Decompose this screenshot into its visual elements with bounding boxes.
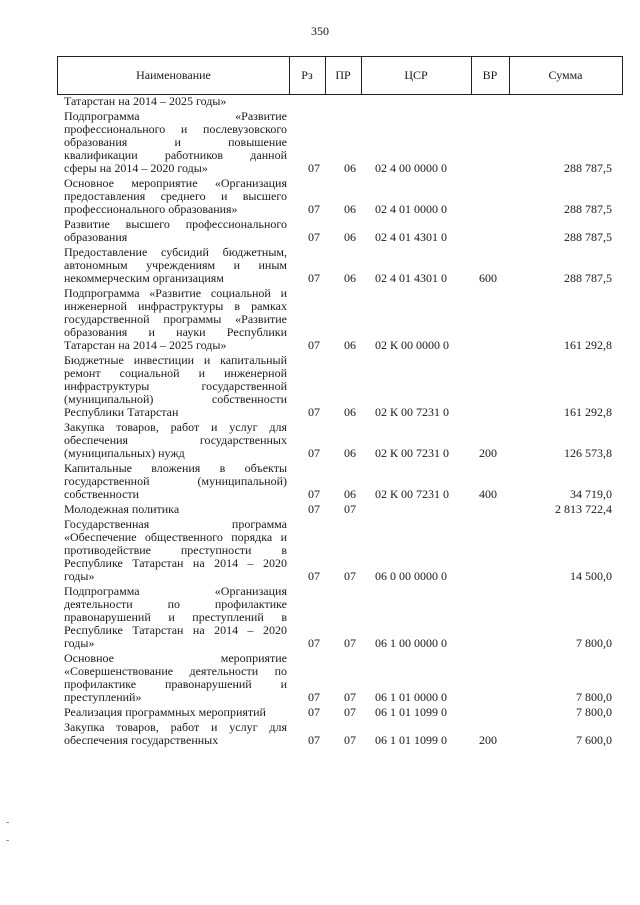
- row-rz: 07: [308, 161, 320, 175]
- row-vr: [475, 637, 501, 650]
- row-name: [64, 721, 287, 747]
- row-vr: [475, 406, 501, 419]
- row-vr: 200: [479, 446, 497, 460]
- row-rz: 07: [308, 202, 320, 216]
- row-csr: [375, 95, 465, 108]
- row-pr: 06: [344, 446, 356, 460]
- row-pr: 07: [344, 636, 356, 650]
- row-csr: 02 К 00 7231 0: [375, 446, 450, 460]
- row-name-line: Бюджетные инвестиции и капитальный: [64, 353, 287, 367]
- row-name: [64, 246, 287, 285]
- row-pr: 07: [344, 690, 356, 704]
- row-name: [64, 110, 287, 175]
- header-pr: ПР: [325, 57, 362, 94]
- header-vr: ВР: [471, 57, 510, 94]
- row-vr: [475, 339, 501, 352]
- table-row: [0, 218, 640, 244]
- row-rz: 07: [308, 636, 320, 650]
- row-name-line: «Обеспечение общественного порядка и: [64, 530, 287, 544]
- table-row: [0, 246, 640, 285]
- row-sum: 288 787,5: [564, 271, 612, 285]
- row-name-line: Молодежная политика: [64, 502, 180, 516]
- row-vr: 400: [479, 487, 497, 501]
- row-csr: [375, 503, 465, 516]
- row-name: [64, 462, 287, 501]
- row-name-line: профессионального образования»: [64, 202, 238, 216]
- row-vr: [475, 706, 501, 719]
- table-row: [0, 354, 640, 419]
- row-vr: [475, 203, 501, 216]
- row-name-line: годы»: [64, 636, 95, 650]
- table-header: [57, 56, 623, 95]
- row-name-line: государственной (муниципальной): [64, 474, 287, 488]
- row-vr: [475, 570, 501, 583]
- row-name-line: образования: [64, 230, 128, 244]
- row-name-line: Предоставление субсидий бюджетным,: [64, 245, 287, 259]
- row-name-line: Республики Татарстан: [64, 405, 179, 419]
- row-name: [64, 585, 287, 650]
- row-name-line: образования и науки Республики: [64, 325, 287, 339]
- row-vr: [475, 162, 501, 175]
- row-name: [64, 503, 287, 516]
- row-pr: 07: [344, 733, 356, 747]
- row-rz: 07: [308, 733, 320, 747]
- table-row: [0, 421, 640, 460]
- row-sum: 161 292,8: [564, 338, 612, 352]
- row-vr: [475, 231, 501, 244]
- row-sum: 7 800,0: [576, 636, 612, 650]
- row-sum: 288 787,5: [564, 202, 612, 216]
- row-sum: [520, 95, 612, 108]
- table-row: [0, 462, 640, 501]
- table-row: [0, 518, 640, 583]
- table-row: [0, 721, 640, 747]
- row-sum: 7 800,0: [576, 705, 612, 719]
- row-name-line: Закупка товаров, работ и услуг для: [64, 420, 287, 434]
- table-row: [0, 652, 640, 704]
- row-name-line: Подпрограмма «Организация: [64, 584, 287, 598]
- row-rz: 07: [308, 487, 320, 501]
- row-sum: 161 292,8: [564, 405, 612, 419]
- row-sum: 2 813 722,4: [555, 502, 612, 516]
- row-name-line: Государственная программа: [64, 517, 287, 531]
- row-pr: 06: [344, 161, 356, 175]
- row-pr: 06: [344, 202, 356, 216]
- row-name: [64, 354, 287, 419]
- row-name-line: преступлений»: [64, 690, 142, 704]
- row-name: [64, 287, 287, 352]
- row-sum: 14 500,0: [570, 569, 612, 583]
- row-name-line: Подпрограмма «Развитие социальной и: [64, 286, 287, 300]
- scan-mark: [6, 840, 9, 841]
- row-name: [64, 95, 287, 108]
- row-name-line: профессионального и послевузовского: [64, 122, 287, 136]
- row-rz: 07: [308, 690, 320, 704]
- row-name-line: государственной программы «Развитие: [64, 312, 287, 326]
- row-vr: 200: [479, 733, 497, 747]
- row-vr: [475, 95, 501, 108]
- table-row: [0, 585, 640, 650]
- row-pr: 07: [344, 705, 356, 719]
- scan-mark: [6, 822, 9, 823]
- header-rz: Рз: [289, 57, 326, 94]
- row-rz: 07: [308, 502, 320, 516]
- header-name: Наименование: [58, 57, 290, 94]
- table-row: [0, 177, 640, 216]
- row-name-line: некоммерческим организациям: [64, 271, 224, 285]
- row-name-line: квалификации работников данной: [64, 148, 287, 162]
- row-name-line: Татарстан на 2014 – 2025 годы»: [64, 94, 227, 108]
- row-csr: 02 4 01 4301 0: [375, 271, 447, 285]
- table-row: [0, 110, 640, 175]
- row-csr: 06 1 01 0000 0: [375, 690, 447, 704]
- row-pr: 07: [344, 569, 356, 583]
- row-sum: 288 787,5: [564, 230, 612, 244]
- row-name-line: автономным учреждениям и иным: [64, 258, 287, 272]
- row-name: [64, 177, 287, 216]
- row-rz: [303, 95, 325, 108]
- row-name-line: обеспечения государственных: [64, 433, 287, 447]
- row-name-line: инфраструктуры государственной: [64, 379, 287, 393]
- row-sum: 7 800,0: [576, 690, 612, 704]
- row-name-line: Закупка товаров, работ и услуг для: [64, 720, 287, 734]
- row-csr: 06 1 00 0000 0: [375, 636, 447, 650]
- row-rz: 07: [308, 338, 320, 352]
- row-name-line: Капитальные вложения в объекты: [64, 461, 287, 475]
- row-pr: 06: [344, 405, 356, 419]
- row-name-line: профилактике правонарушений и: [64, 677, 287, 691]
- row-rz: 07: [308, 405, 320, 419]
- row-name-line: обеспечения государственных: [64, 733, 219, 747]
- row-rz: 07: [308, 230, 320, 244]
- row-name-line: предоставления среднего и высшего: [64, 189, 287, 203]
- row-name-line: годы»: [64, 569, 95, 583]
- header-csr: ЦСР: [361, 57, 472, 94]
- row-name-line: деятельности по профилактике: [64, 597, 287, 611]
- row-name-line: Развитие высшего профессионального: [64, 217, 287, 231]
- row-name-line: Республике Татарстан на 2014 – 2020: [64, 556, 287, 570]
- row-name: [64, 218, 287, 244]
- row-name-line: (муниципальных) нужд: [64, 446, 185, 460]
- row-name-line: сферы на 2014 – 2020 годы»: [64, 161, 208, 175]
- row-csr: 06 1 01 1099 0: [375, 705, 447, 719]
- table-row: [0, 287, 640, 352]
- row-vr: 600: [479, 271, 497, 285]
- row-name-line: (муниципальной) собственности: [64, 392, 287, 406]
- row-rz: 07: [308, 271, 320, 285]
- row-name-line: «Совершенствование деятельности по: [64, 664, 287, 678]
- row-sum: 7 600,0: [576, 733, 612, 747]
- row-rz: 07: [308, 446, 320, 460]
- row-name-line: Реализация программных мероприятий: [64, 705, 266, 719]
- row-rz: 07: [308, 569, 320, 583]
- row-name: [64, 421, 287, 460]
- row-name-line: Подпрограмма «Развитие: [64, 109, 287, 123]
- row-csr: 06 1 01 1099 0: [375, 733, 447, 747]
- row-pr: 06: [344, 230, 356, 244]
- row-name-line: инженерной инфраструктуры в рамках: [64, 299, 287, 313]
- row-csr: 02 4 00 0000 0: [375, 161, 447, 175]
- row-name: [64, 652, 287, 704]
- row-csr: 02 4 01 4301 0: [375, 230, 447, 244]
- row-name: [64, 706, 287, 719]
- row-name-line: Основное мероприятие «Организация: [64, 176, 287, 190]
- row-csr: 02 К 00 7231 0: [375, 405, 450, 419]
- row-pr: 06: [344, 271, 356, 285]
- row-name-line: Республике Татарстан на 2014 – 2020: [64, 623, 287, 637]
- table-row: [0, 503, 640, 516]
- row-sum: 34 719,0: [570, 487, 612, 501]
- row-csr: 06 0 00 0000 0: [375, 569, 447, 583]
- row-vr: [475, 503, 501, 516]
- row-name-line: Татарстан на 2014 – 2025 годы»: [64, 338, 227, 352]
- row-pr: 07: [344, 502, 356, 516]
- row-name-line: противодействие преступности в: [64, 543, 287, 557]
- row-csr: 02 К 00 7231 0: [375, 487, 450, 501]
- row-pr: [339, 95, 361, 108]
- row-name: [64, 518, 287, 583]
- row-name-line: собственности: [64, 487, 140, 501]
- row-vr: [475, 691, 501, 704]
- row-csr: 02 4 01 0000 0: [375, 202, 447, 216]
- header-sum: Сумма: [548, 68, 583, 82]
- row-sum: 288 787,5: [564, 161, 612, 175]
- row-name-line: образования и повышение: [64, 135, 287, 149]
- table-body: [0, 95, 640, 835]
- row-name-line: ремонт социальной и инженерной: [64, 366, 287, 380]
- row-pr: 06: [344, 338, 356, 352]
- row-csr: 02 К 00 0000 0: [375, 338, 450, 352]
- row-pr: 06: [344, 487, 356, 501]
- row-sum: 126 573,8: [564, 446, 612, 460]
- row-rz: 07: [308, 705, 320, 719]
- page-number: 350: [311, 24, 329, 38]
- table-row: [0, 706, 640, 719]
- row-name-line: Основное мероприятие: [64, 651, 287, 665]
- row-name-line: правонарушений и преступлений в: [64, 610, 287, 624]
- table-row: [0, 95, 640, 108]
